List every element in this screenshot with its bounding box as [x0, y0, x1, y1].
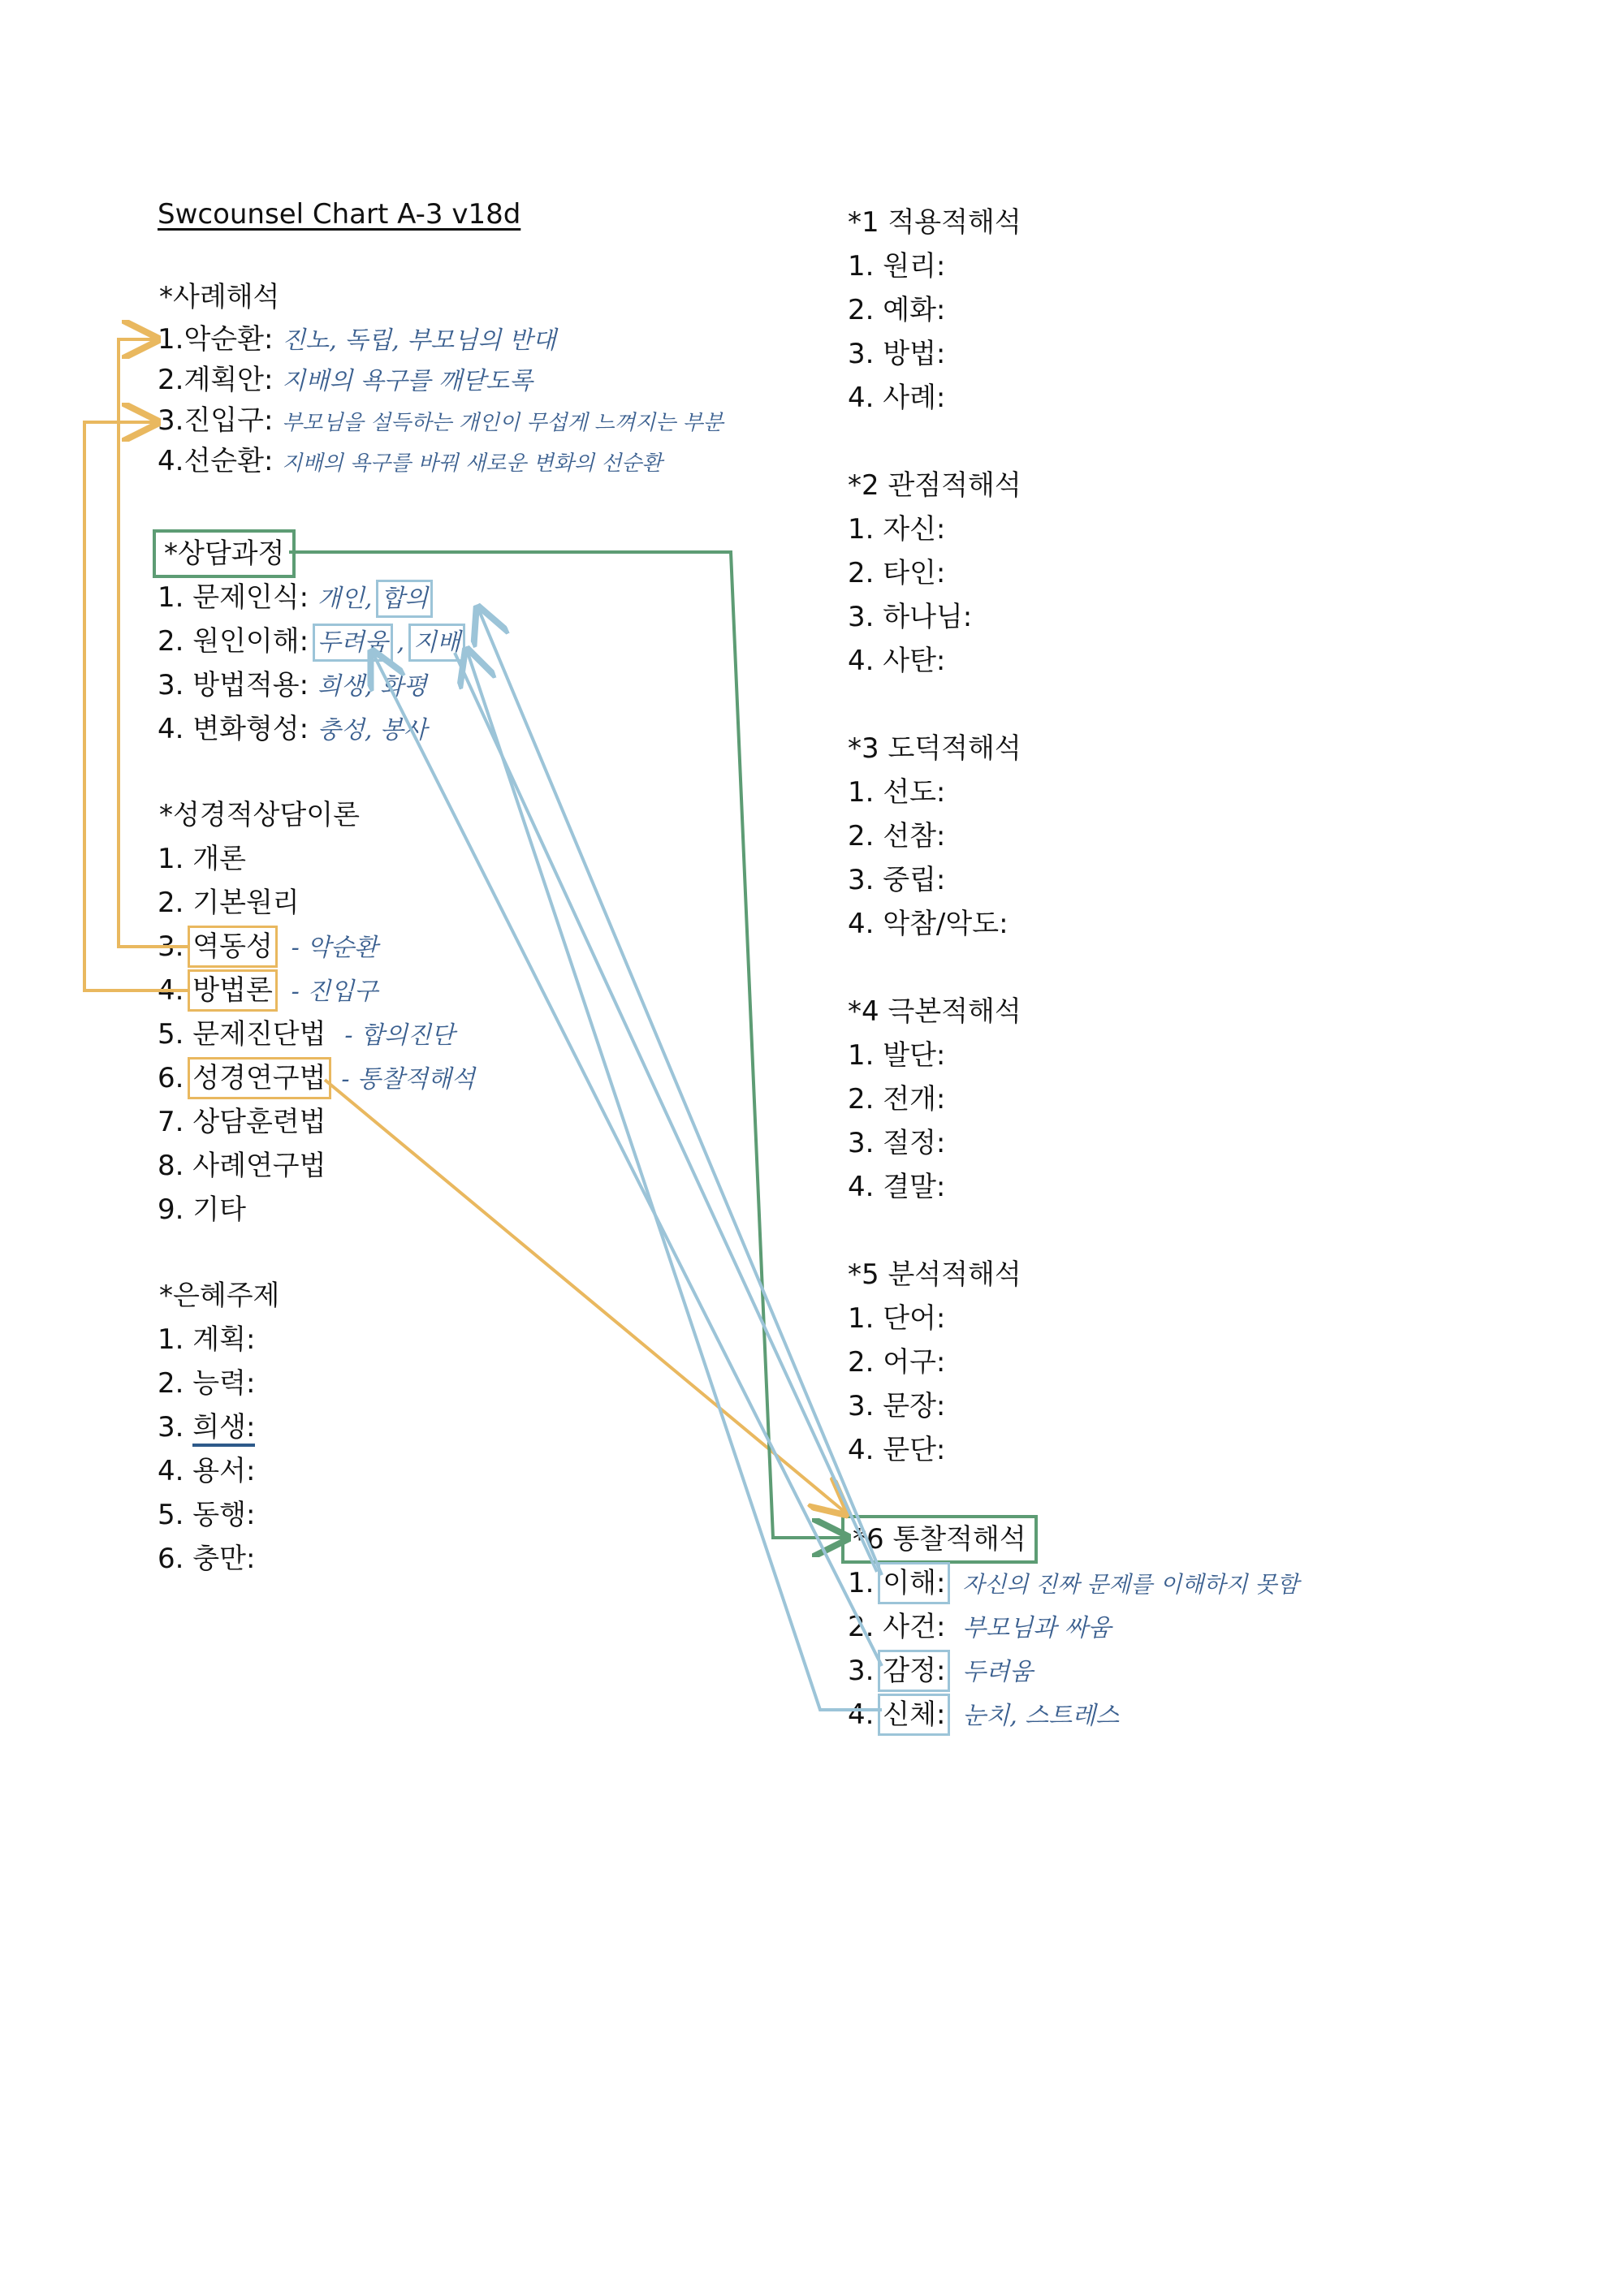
s6-item-4 [848, 1698, 1119, 1733]
s1-item: 2. 예화: [848, 294, 946, 326]
theory-item-label: 기타 [192, 1193, 246, 1226]
theory-item-label: 사례연구법 [192, 1150, 326, 1182]
theory-heading: *성경적상담이론 [159, 799, 360, 831]
process-item-1 [158, 581, 428, 615]
process-item-2 [158, 625, 460, 659]
s1-heading: *1 적용적해석 [848, 206, 1021, 239]
s5-item: 2. 어구: [848, 1346, 946, 1379]
s2-item: 4. 사탄: [848, 645, 946, 677]
s5-heading: *5 분석적해석 [848, 1258, 1021, 1291]
process-item-label: 3. 방법적용: [158, 669, 309, 701]
s6-item-2 [848, 1611, 1112, 1645]
theory-item-note: - 악순환 [291, 934, 378, 962]
s4-item: 3. 절정: [848, 1127, 946, 1159]
s6-item-num: 2. [848, 1611, 875, 1643]
theory-item-3 [158, 930, 378, 965]
theory-item-num: 3. [158, 930, 184, 963]
s2-heading: *2 관점적해석 [848, 469, 1021, 502]
case-item-note: 진노, 독립, 부모님의 반대 [282, 326, 556, 355]
theory-item-4 [158, 974, 378, 1008]
case-item-3 [158, 404, 723, 439]
s3-heading: *3 도덕적해석 [848, 732, 1021, 765]
connector-understanding-to-agreement [479, 611, 882, 1575]
s6-item-label: 이해: [883, 1567, 946, 1599]
s1-item: 1. 원리: [848, 250, 946, 283]
theory-item-num: 1. [158, 843, 184, 875]
s6-item-note: 두려움 [962, 1658, 1034, 1686]
case-item-4 [158, 445, 663, 480]
s6-item-note: 자신의 진짜 문제를 이해하지 못함 [962, 1571, 1299, 1598]
s4-item: 1. 발단: [848, 1039, 946, 1072]
connector-body-to-control [468, 653, 882, 1710]
process-item-boxed: 두려움 [317, 628, 388, 657]
s4-heading: *4 극본적해석 [848, 995, 1021, 1028]
grace-item-num: 3. [158, 1411, 184, 1444]
theory-item-label: 성경연구법 [192, 1062, 326, 1094]
grace-item-num: 6. [158, 1543, 184, 1575]
theory-item-7 [158, 1106, 326, 1138]
grace-item-1 [158, 1323, 255, 1356]
case-item-label: 4.선순환: [158, 445, 274, 477]
process-item-sep: , [396, 628, 405, 657]
process-item-4 [158, 713, 427, 747]
s6-heading: *6 통찰적해석 [848, 1521, 1031, 1557]
grace-item-num: 4. [158, 1455, 184, 1487]
process-item-note: 희생, 화평 [317, 672, 427, 701]
theory-item-num: 4. [158, 974, 184, 1007]
s6-item-label: 사건: [883, 1611, 946, 1643]
theory-item-label: 상담훈련법 [192, 1106, 326, 1138]
theory-item-9 [158, 1193, 246, 1226]
theory-item-num: 8. [158, 1150, 184, 1182]
s6-item-label: 신체: [883, 1698, 946, 1731]
grace-item-label: 계획: [192, 1323, 256, 1356]
theory-item-num: 5. [158, 1018, 184, 1051]
s2-item: 2. 타인: [848, 557, 946, 589]
process-item-boxed-2: 지배 [413, 628, 460, 657]
process-item-note: 충성, 봉사 [317, 716, 427, 744]
theory-item-num: 9. [158, 1193, 184, 1226]
theory-item-note: - 진입구 [291, 978, 378, 1006]
grace-item-2 [158, 1367, 255, 1400]
theory-item-label: 문제진단법 [192, 1018, 326, 1051]
s6-item-3 [848, 1655, 1033, 1689]
theory-item-1 [158, 843, 246, 875]
grace-heading: *은혜주제 [159, 1280, 280, 1312]
s3-item: 2. 선참: [848, 820, 946, 852]
s6-item-note: 눈치, 스트레스 [962, 1702, 1120, 1730]
s2-item: 3. 하나님: [848, 601, 973, 633]
theory-item-label: 방법론 [192, 974, 273, 1007]
case-item-note: 부모님을 설득하는 개인이 무섭게 느껴지는 부분 [282, 411, 723, 435]
process-item-label: 1. 문제인식: [158, 581, 309, 614]
s6-item-note: 부모님과 싸움 [962, 1614, 1112, 1642]
theory-item-num: 6. [158, 1062, 184, 1094]
case-item-2 [158, 364, 533, 398]
connector-emotion-to-fear [374, 654, 882, 1666]
grace-item-5 [158, 1499, 255, 1531]
theory-item-label: 기본원리 [192, 887, 300, 919]
case-item-note: 지배의 욕구를 바꿔 새로운 변화의 선순환 [282, 451, 663, 476]
case-item-1 [158, 323, 556, 357]
case-item-note: 지배의 욕구를 깨닫도록 [282, 367, 533, 395]
case-item-label: 1.악순환: [158, 323, 274, 356]
theory-item-2 [158, 887, 300, 919]
s2-item: 1. 자신: [848, 513, 946, 546]
s6-item-num: 1. [848, 1567, 875, 1599]
s5-item: 1. 단어: [848, 1302, 946, 1335]
theory-item-label: 개론 [192, 843, 246, 875]
s4-item: 2. 전개: [848, 1083, 946, 1116]
process-heading: *상담과정 [159, 536, 289, 572]
process-item-boxed: 합의 [381, 585, 429, 613]
process-item-3 [158, 669, 427, 703]
process-item-label: 2. 원인이해: [158, 625, 309, 658]
case-item-label: 2.계획안: [158, 364, 274, 396]
case-item-label: 3.진입구: [158, 404, 274, 437]
process-item-note: 개인, [317, 585, 373, 613]
grace-item-label: 충만: [192, 1543, 256, 1575]
grace-item-num: 5. [158, 1499, 184, 1531]
grace-item-6 [158, 1543, 255, 1575]
s6-item-1 [848, 1567, 1299, 1601]
s1-item: 3. 방법: [848, 338, 946, 370]
s4-item: 4. 결말: [848, 1171, 946, 1203]
process-item-label: 4. 변화형성: [158, 713, 309, 745]
s6-item-num: 3. [848, 1655, 875, 1687]
theory-item-label: 역동성 [192, 930, 273, 963]
theory-item-6 [158, 1062, 475, 1096]
s3-item: 3. 중립: [848, 864, 946, 896]
grace-item-label: 능력: [192, 1367, 256, 1400]
s3-item: 4. 악참/악도: [848, 908, 1009, 940]
theory-item-5 [158, 1018, 455, 1052]
grace-item-4 [158, 1455, 255, 1487]
connector-control-to-understanding [455, 653, 877, 1572]
grace-item-3 [158, 1411, 255, 1444]
theory-item-note: - 합의진단 [344, 1021, 455, 1050]
theory-item-num: 2. [158, 887, 184, 919]
theory-item-8 [158, 1150, 326, 1182]
grace-item-num: 2. [158, 1367, 184, 1400]
s1-item: 4. 사례: [848, 382, 946, 414]
case-heading: *사례해석 [159, 281, 280, 313]
grace-item-label: 동행: [192, 1499, 256, 1531]
theory-item-num: 7. [158, 1106, 184, 1138]
s5-item: 4. 문단: [848, 1434, 946, 1466]
grace-item-label: 용서: [192, 1455, 256, 1487]
page-title: Swcounsel Chart A-3 v18d [158, 198, 521, 231]
s6-item-label: 감정: [883, 1655, 946, 1687]
grace-item-num: 1. [158, 1323, 184, 1356]
theory-item-note: - 통찰적해석 [341, 1065, 475, 1094]
s3-item: 1. 선도: [848, 776, 946, 809]
connector-bible-study-to-insight [325, 1080, 844, 1512]
s5-item: 3. 문장: [848, 1390, 946, 1422]
grace-item-label: 희생: [192, 1411, 255, 1447]
s6-item-num: 4. [848, 1698, 875, 1731]
